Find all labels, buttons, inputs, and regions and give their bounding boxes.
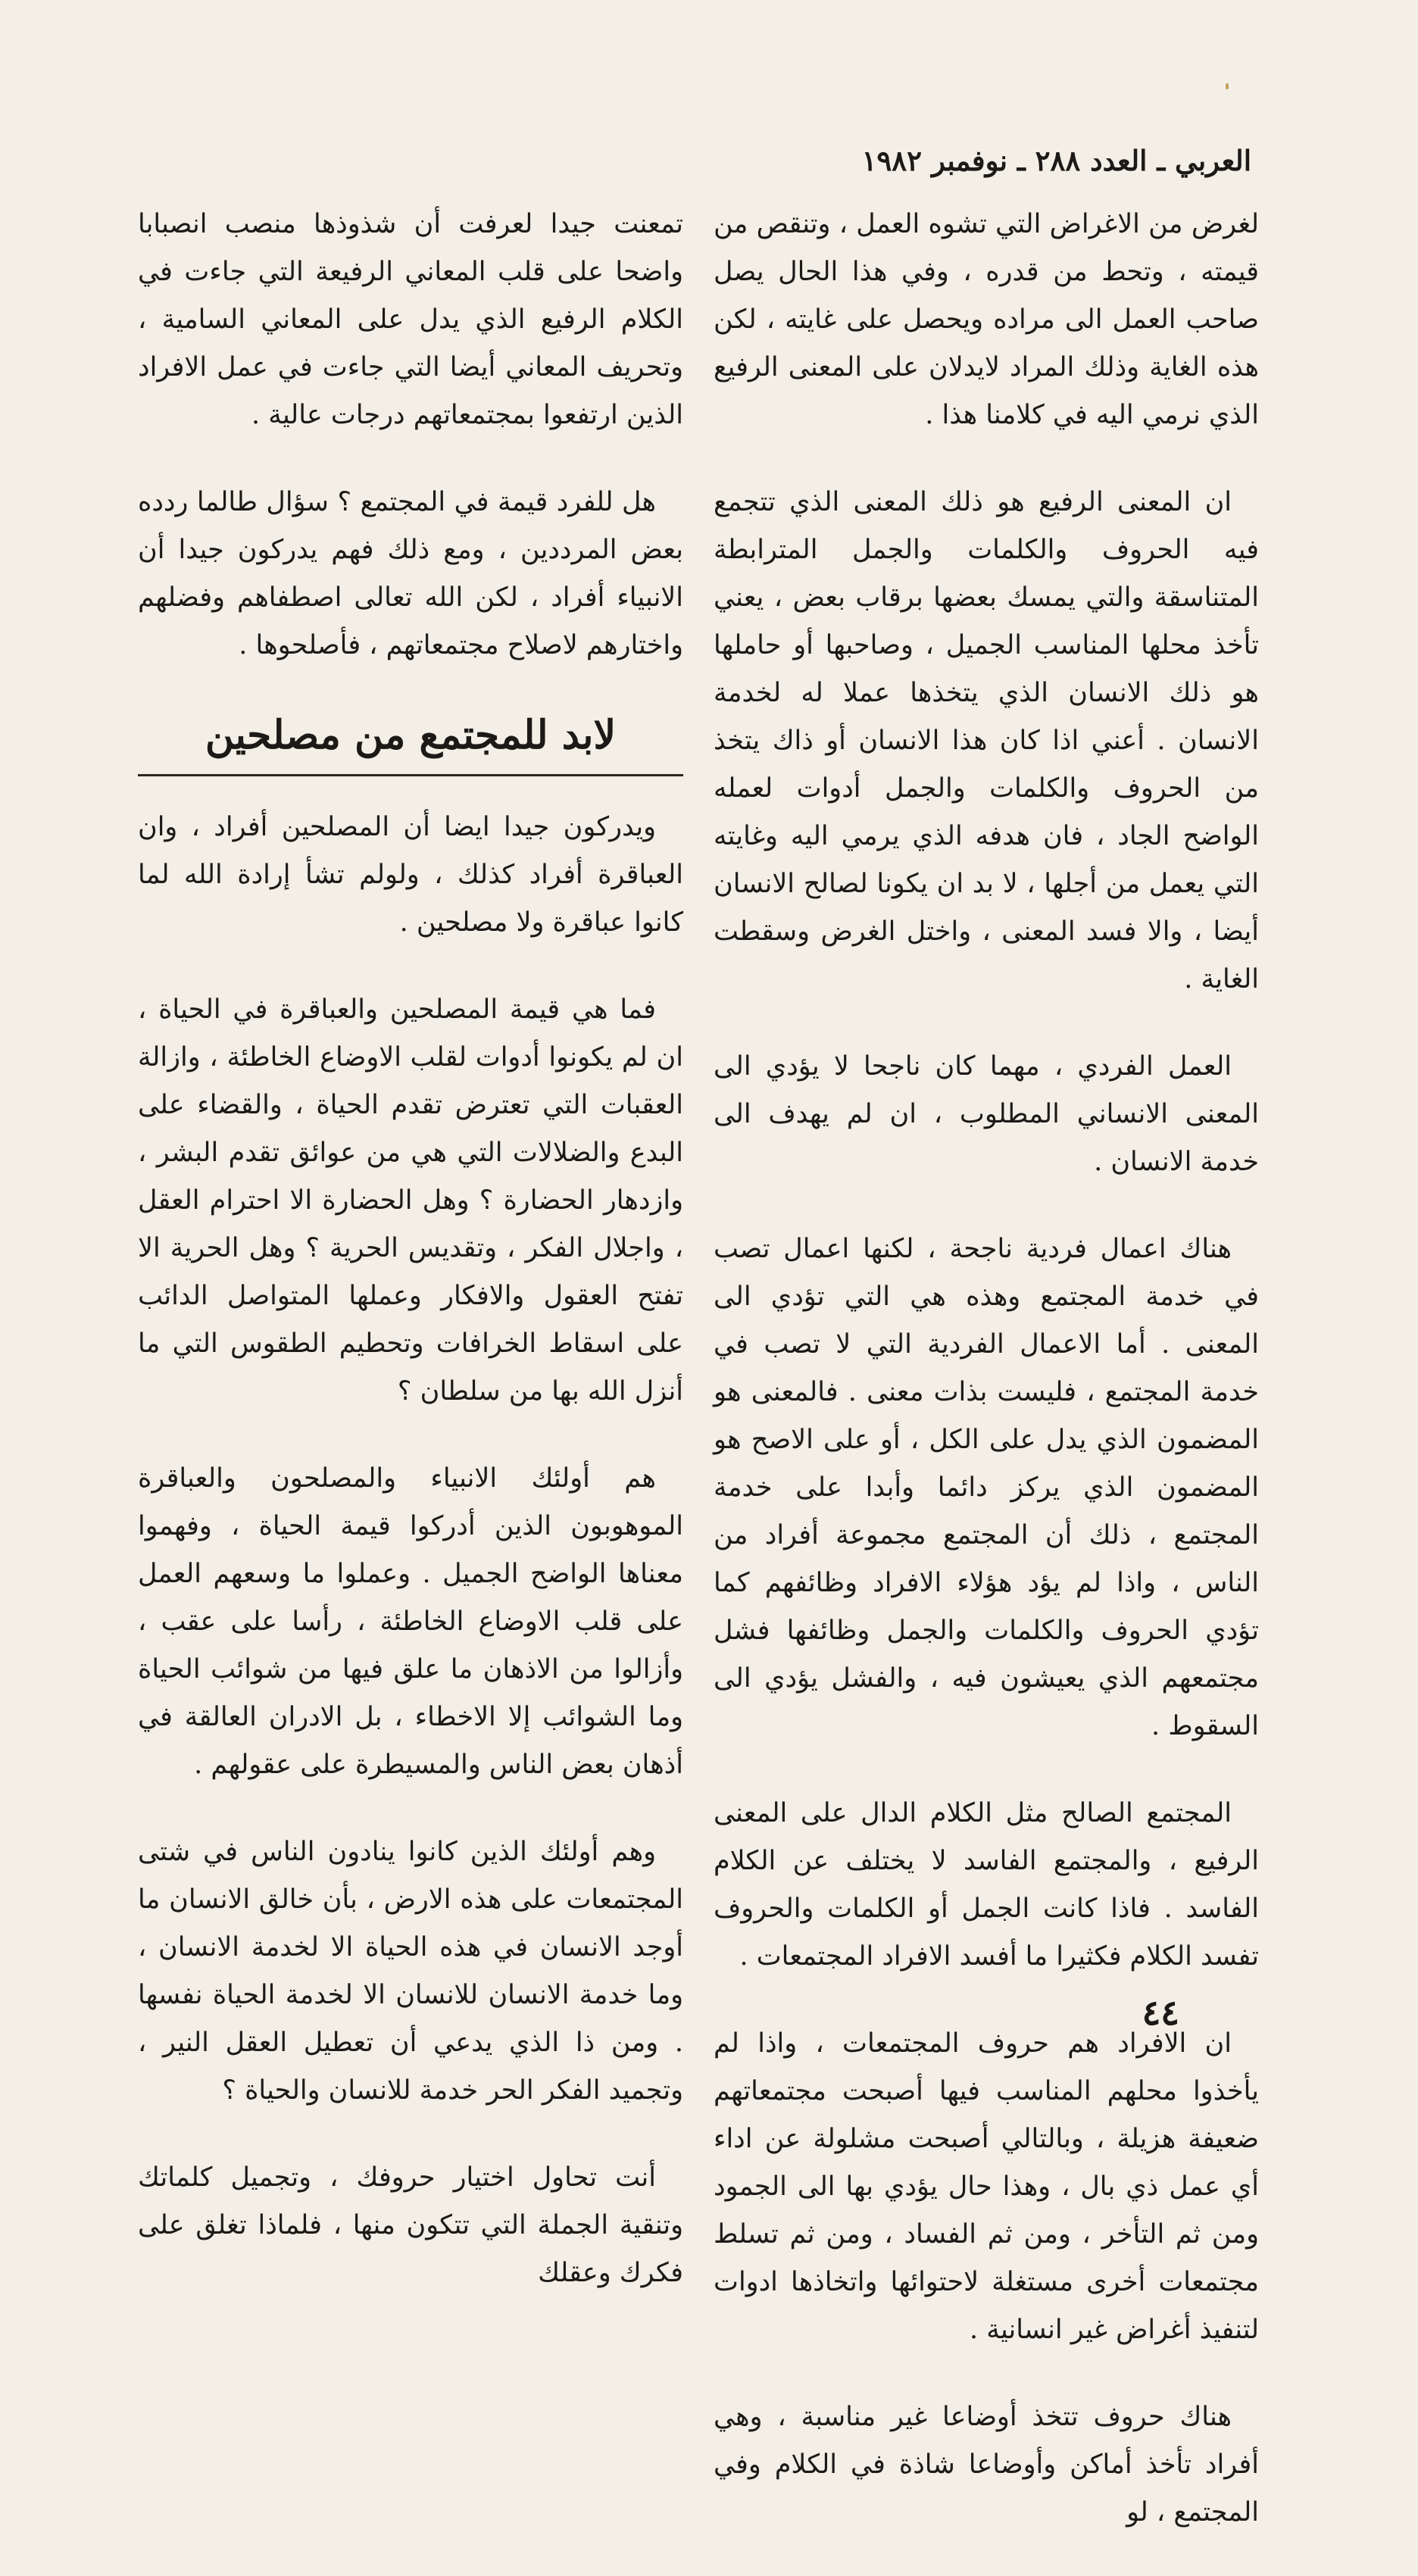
paragraph: فما هي قيمة المصلحين والعباقرة في الحياة ، ان لم يكونوا أدوات لقلب الاوضاع الخاطئة ، وازالة العقبات التي تعترض تقدم الحياة ، والقضاء على البدع والضلالات التي هي من عوائق تقدم البشر ، وازدهار الحضارة ؟ وهل الحضارة الا احترام العقل ، واجلال الفكر ، وتقديس الحرية ؟ وهل الحرية الا تفتح العقول والافكار وعملها المتواصل الدائب على اسقاط الخرافات وتحطيم الطقوس التي ما أنزل الله بها من سلطان ؟: [138, 994, 683, 1407]
page-number: ٤٤: [1142, 1992, 1179, 2033]
paragraph: هناك حروف تتخذ أوضاعا غير مناسبة ، وهي أفراد تأخذ أماكن وأوضاعا شاذة في الكلام وفي المجتمع ، لو: [714, 2402, 1259, 2528]
right-column: [714, 201, 1259, 2576]
paragraph: العمل الفردي ، مهما كان ناجحا لا يؤدي الى المعنى الانساني المطلوب ، ان لم يهدف الى خدمة الانسان .: [714, 1051, 1259, 1177]
section-heading: لابد للمجتمع من مصلحين: [205, 712, 617, 758]
paragraph: ان الافراد هم حروف المجتمعات ، واذا لم يأخذوا محلهم المناسب فيها أصبحت مجتمعاتهم ضعيفة هزيلة ، وبالتالي أصبحت مشلولة عن اداء أي عمل ذي بال ، وهذا حال يؤدي بها الى الجمود ومن ثم التأخر ، ومن ثم الفساد ، ومن ثم تسلط مجتمعات أخرى مستغلة لاحتوائها واتخاذها ادوات لتنفيذ أغراض غير انسانية .: [714, 2028, 1259, 2345]
paragraph: المجتمع الصالح مثل الكلام الدال على المعنى الرفيع ، والمجتمع الفاسد لا يختلف عن الكلام الفاسد . فاذا كانت الجمل أو الكلمات والحروف تفسد الكلام فكثيرا ما أفسد الافراد المجتمعات .: [714, 1798, 1259, 1972]
paragraph: ان المعنى الرفيع هو ذلك المعنى الذي تتجمع فيه الحروف والكلمات والجمل المترابطة المتناسقة والتي يمسك بعضها برقاب بعض ، يعني تأخذ محلها المناسب الجميل ، وصاحبها أو حاملها هو ذلك الانسان الذي يتخذها عملا له لخدمة الانسان . أعني اذا كان هذا الانسان أو ذاك يتخذ من الحروف والكلمات والجمل أدوات لعمله الواضح الجاد ، فان هدفه الذي يرمي اليه وغايته التي يعمل من أجلها ، لا بد ان يكونا لصالح الانسان أيضا ، والا فسد المعنى ، واختل الغرض وسقطت الغاية .: [714, 487, 1259, 994]
paragraph: وهم أولئك الذين كانوا ينادون الناس في شتى المجتمعات على هذه الارض ، بأن خالق الانسان ما أوجد الانسان في هذه الحياة الا لخدمة الانسان ، وما خدمة الانسان للانسان الا لخدمة الحياة نفسها . ومن ذا الذي يدعي أن تعطيل العقل النير ، وتجميد الفكر الحر خدمة للانسان والحياة ؟: [138, 1837, 683, 2106]
paragraph: أنت تحاول اختيار حروفك ، وتجميل كلماتك وتنقية الجملة التي تتكون منها ، فلماذا تغلق على فكرك وعقلك: [138, 2162, 683, 2288]
heading-divider: [138, 774, 683, 776]
paper-speck: [1226, 83, 1229, 89]
running-header: العربي ـ العدد ٢٨٨ ـ نوفمبر ١٩٨٢: [861, 144, 1251, 177]
left-column: [138, 201, 683, 2337]
paragraph: هم أولئك الانبياء والمصلحون والعباقرة الموهوبون الذين أدركوا قيمة الحياة ، وفهموا معناها الواضح الجميل . وعملوا ما وسعهم العمل على قلب الاوضاع الخاطئة ، رأسا على عقب ، وأزالوا من الاذهان ما علق فيها من شوائب الحياة وما الشوائب إلا الاخطاء ، بل الادران العالقة في أذهان بعض الناس والمسيطرة على عقولهم .: [138, 1463, 683, 1780]
paragraph: تمعنت جيدا لعرفت أن شذوذها منصب انصبابا واضحا على قلب المعاني الرفيعة التي جاءت في الكلام الرفيع الذي يدل على المعاني السامية ، وتحريف المعاني أيضا التي جاءت في عمل الافراد الذين ارتفعوا بمجتمعاتهم درجات عالية .: [138, 209, 683, 430]
paragraph: لغرض من الاغراض التي تشوه العمل ، وتنقص من قيمته ، وتحط من قدره ، وفي هذا الحال يصل صاحب العمل الى مراده ويحصل على غايته ، لكن هذه الغاية وذلك المراد لايدلان على المعنى الرفيع الذي نرمي اليه في كلامنا هذا .: [714, 209, 1259, 430]
paragraph: هناك اعمال فردية ناجحة ، لكنها اعمال تصب في خدمة المجتمع وهذه هي التي تؤدي الى المعنى . أما الاعمال الفردية التي لا تصب في خدمة المجتمع ، فليست بذات معنى . فالمعنى هو المضمون الذي يدل على الكل ، أو على الاصح هو المضمون الذي يركز دائما وأبدا على خدمة المجتمع ، ذلك أن المجتمع مجموعة أفراد من الناس ، واذا لم يؤد هؤلاء الافراد وظائفهم كما تؤدي الحروف والكلمات والجمل وظائفها فشل مجتمعهم الذي يعيشون فيه ، والفشل يؤدي الى السقوط .: [714, 1234, 1259, 1741]
paragraph: ويدركون جيدا ايضا أن المصلحين أفراد ، وان العباقرة أفراد كذلك ، ولولم تشأ إرادة الله لما كانوا عباقرة ولا مصلحين .: [138, 812, 683, 938]
paragraph: هل للفرد قيمة في المجتمع ؟ سؤال طالما ردده بعض المرددين ، ومع ذلك فهم يدركون جيدا أن الانبياء أفراد ، لكن الله تعالى اصطفاهم وفضلهم واختارهم لاصلاح مجتمعاتهم ، فأصلحوها .: [138, 487, 683, 660]
